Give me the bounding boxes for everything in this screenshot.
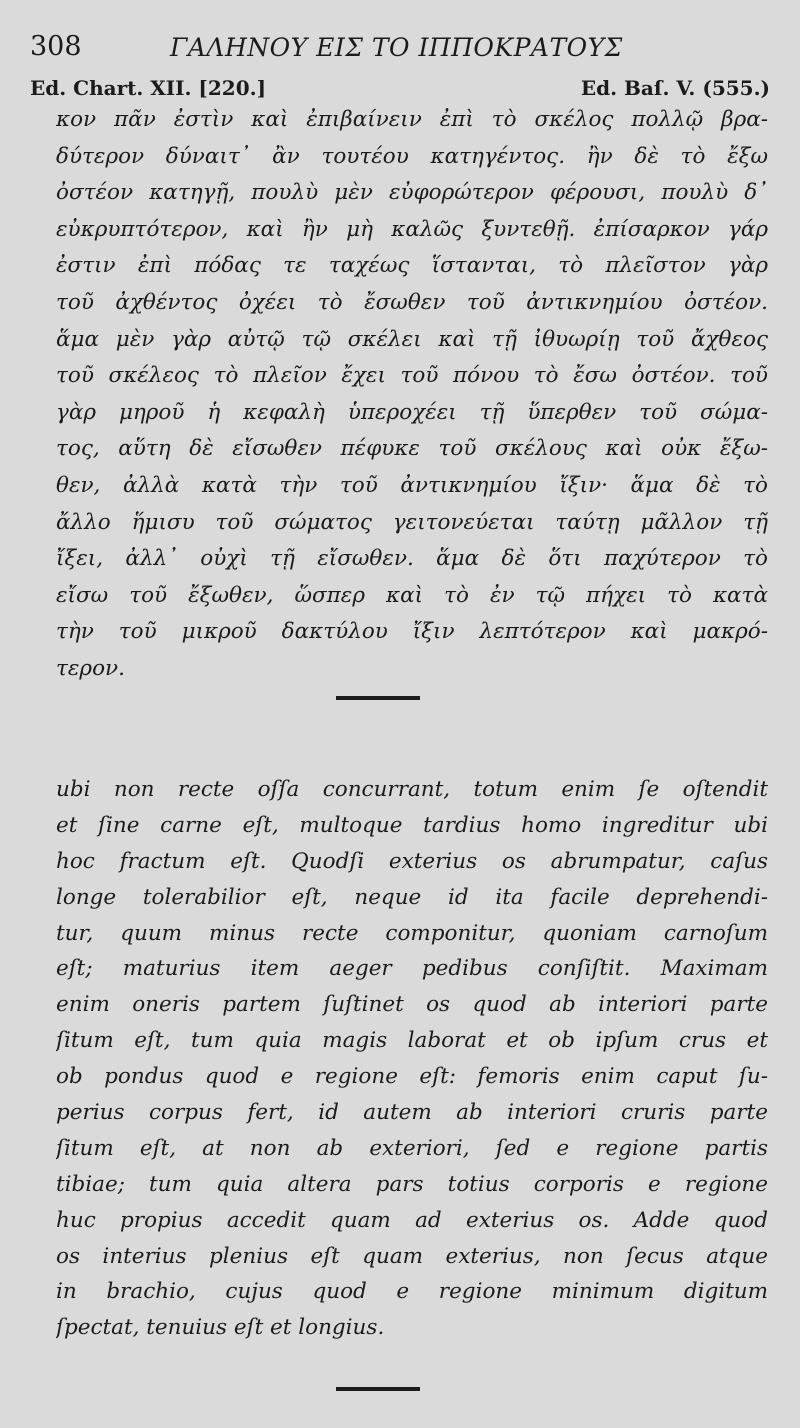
latin-line: eſt; maturius item aeger pedibus conſiſtit. Maximam <box>56 956 768 982</box>
latin-line: ob pondus quod e regione eſt: femoris enim caput ſu- <box>56 1064 768 1090</box>
latin-line: ſitum eſt, tum quia magis laborat et ob ipſum crus et <box>56 1028 768 1054</box>
greek-line: τὴν τοῦ μικροῦ δακτύλου ἴξιν λεπτότερον καὶ μακρό- <box>56 619 768 645</box>
greek-line: τερον. <box>56 655 125 681</box>
greek-text-block <box>56 102 768 688</box>
greek-line: ἅμα μὲν γὰρ αὐτῷ τῷ σκέλει καὶ τῇ ἰθυωρίῃ τοῦ ἄχθεος <box>56 326 768 352</box>
latin-line: perius corpus fert, id autem ab interiori cruris parte <box>56 1100 768 1126</box>
greek-line: τοῦ ἀχθέντος ὀχέει τὸ ἔσωθεν τοῦ ἀντικνημίου ὀστέον. <box>56 289 768 315</box>
latin-line: ſitum eſt, at non ab exteriori, ſed e regione partis <box>56 1135 768 1161</box>
latin-line: tur, quum minus recte componitur, quoniam carnoſum <box>56 920 768 946</box>
greek-line: γὰρ μηροῦ ἡ κεφαλὴ ὑπεροχέει τῇ ὕπερθεν τοῦ σώμα- <box>56 399 768 425</box>
latin-line: tibiae; tum quia altera pars totius corporis e regione <box>56 1171 768 1197</box>
greek-line: θεν, ἀλλὰ κατὰ τὴν τοῦ ἀντικνημίου ἴξιν· ἅμα δὲ τὸ <box>56 472 768 498</box>
latin-line: in brachio, cujus quod e regione minimum digitum <box>56 1279 768 1305</box>
greek-line: κον πᾶν ἐστὶν καὶ ἐπιβαίνειν ἐπὶ τὸ σκέλος πολλῷ βρα- <box>56 107 768 132</box>
latin-line: huc propius accedit quam ad exterius os. Adde quod <box>56 1207 768 1233</box>
greek-line: εἴσω τοῦ ἔξωθεν, ὥσπερ καὶ τὸ ἐν τῷ πήχει τὸ κατὰ <box>56 582 768 608</box>
section-divider <box>336 1387 420 1391</box>
greek-line: τος, αὕτη δὲ εἴσωθεν πέφυκε τοῦ σκέλους καὶ οὐκ ἔξω- <box>56 436 768 462</box>
running-title: ΓΑΛΗΝΟΥ ΕΙΣ ΤΟ ΙΠΠΟΚΡΑΤΟΥΣ <box>170 33 623 62</box>
greek-line: ἄλλο ἥμισυ τοῦ σώματος γειτονεύεται ταύτῃ μᾶλλον τῇ <box>56 509 768 535</box>
latin-line: hoc fractum eſt. Quodſi exterius os abrumpatur, caſus <box>56 848 768 874</box>
edition-references <box>30 74 770 102</box>
latin-line: os interius plenius eſt quam exterius, non ſecus atque <box>56 1243 768 1269</box>
greek-line: εὐκρυπτότερον, καὶ ἢν μὴ καλῶς ξυντεθῇ. ἐπίσαρκον γάρ <box>56 216 768 242</box>
edition-chartier: Ed. Chart. XII. [220.] <box>30 76 267 100</box>
latin-line: et ſine carne eſt, multoque tardius homo ingreditur ubi <box>56 812 768 838</box>
running-head <box>30 30 770 66</box>
page-number: 308 <box>30 31 82 62</box>
section-divider <box>336 696 420 700</box>
latin-line: longe tolerabilior eſt, neque id ita facile deprehendi- <box>56 884 768 910</box>
latin-line: ſpectat, tenuius eſt et longius. <box>56 1315 385 1341</box>
edition-basel: Ed. Baſ. V. (555.) <box>580 76 770 100</box>
latin-line: ubi non recte oſſa concurrant, totum enim ſe oſtendit <box>56 777 768 802</box>
greek-line: δύτερον δύναιτ᾽ ἂν τουτέου κατηγέντος. ἢν δὲ τὸ ἔξω <box>56 143 768 169</box>
greek-line: ἐστιν ἐπὶ πόδας τε ταχέως ἵστανται, τὸ πλεῖστον γὰρ <box>56 253 768 279</box>
latin-text-block <box>56 772 768 1346</box>
latin-line: enim oneris partem ſuſtinet os quod ab interiori parte <box>56 992 768 1018</box>
greek-line: τοῦ σκέλεος τὸ πλεῖον ἔχει τοῦ πόνου τὸ ἔσω ὀστέον. τοῦ <box>56 363 768 389</box>
greek-line: ἴξει, ἀλλ᾽ οὐχὶ τῇ εἴσωθεν. ἅμα δὲ ὅτι παχύτερον τὸ <box>56 546 768 572</box>
greek-line: ὀστέον κατηγῇ, πουλὺ μὲν εὐφορώτερον φέρουσι, πουλὺ δ᾽ <box>56 180 768 206</box>
